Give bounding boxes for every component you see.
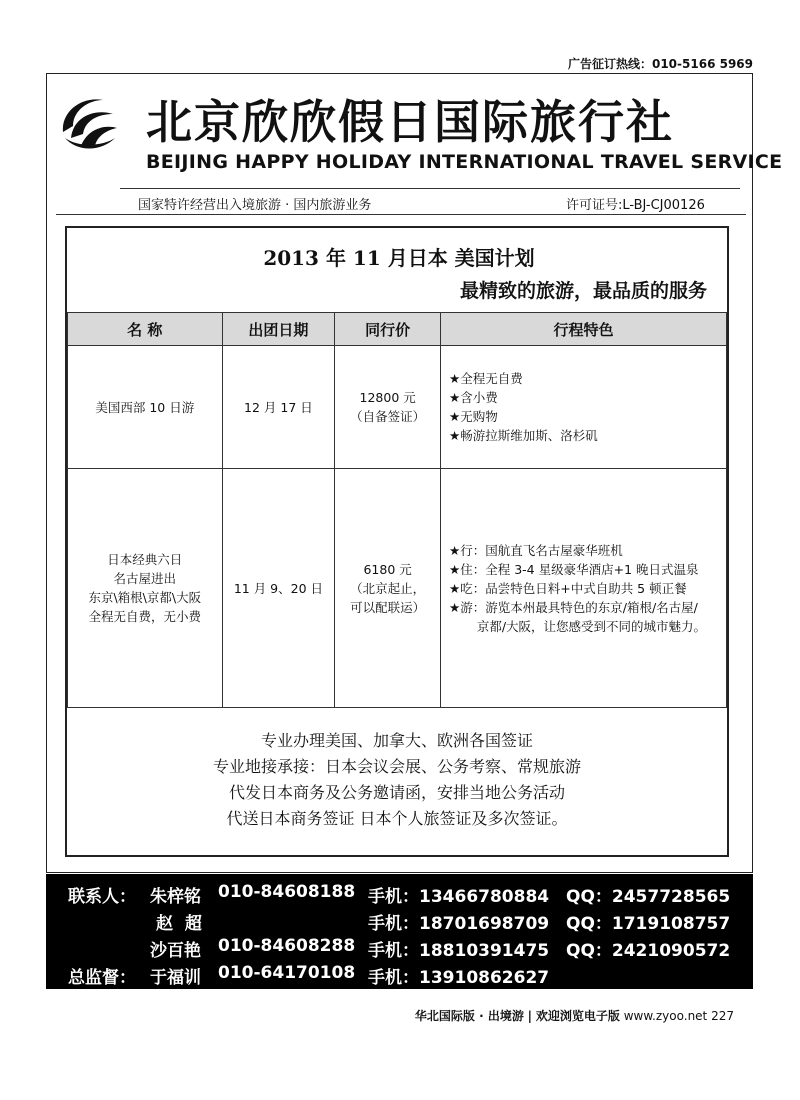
agency-name-cn: 北京欣欣假日国际旅行社 [146,95,674,149]
label-supervisor: 总监督： [68,968,136,988]
col-header-features: 行程特色 [441,313,727,346]
contact-name: 于福训 [150,968,201,988]
divider-bottom [56,214,746,215]
label-contact: 联系人： [68,887,136,907]
contact-mobile: 手机：13466780884 [368,887,550,907]
contact-mobile: 手机：18701698709 [368,914,550,934]
contact-qq: QQ：1719108757 [566,914,731,934]
contact-name: 赵 超 [156,914,202,934]
trip-date: 12 月 17 日 [222,346,335,469]
contact-qq: QQ：2421090572 [566,941,731,961]
footer-site[interactable]: www.zyoo.net [623,1009,708,1023]
trip-price: 6180 元 （北京起止， 可以配联运） [335,469,441,708]
plan-title: 2013 年 11 月日本 美国计划 [263,246,535,270]
plan-slogan: 最精致的旅游，最品质的服务 [459,280,707,302]
page-footer [415,1007,734,1024]
contact-mobile: 手机：13910862627 [368,968,550,988]
trip-name: 美国西部 10 日游 [68,346,223,469]
col-header-date: 出团日期 [222,313,335,346]
footer-welcome: 欢迎浏览电子版 [535,1009,620,1023]
contact-tel: 010-84608188 [218,882,356,902]
col-header-name: 名 称 [68,313,223,346]
table-header-row [68,313,727,346]
contact-panel [46,874,753,989]
swirl-logo-icon [55,88,121,154]
contact-qq: QQ：2457728565 [566,887,731,907]
contact-tel: 010-84608288 [218,936,356,956]
contact-mobile: 手机：18810391475 [368,941,550,961]
plan-box [65,226,729,857]
contact-name: 朱梓铭 [150,887,201,907]
agency-name-en: BEIJING HAPPY HOLIDAY INTERNATIONAL TRAVEL SERVICE [146,151,783,173]
divider-top [120,188,740,189]
extra-services: 专业办理美国、加拿大、欧洲各国签证 专业地接承接：日本会议会展、公务考察、常规旅游 代发日本商务及公务邀请函，安排当地公务活动 代送日本商务签证 日本个人旅签证及多次签证。 [212,731,581,828]
footer-divider: | [527,1009,533,1023]
page-number: 227 [711,1009,734,1023]
footer-section: 华北国际版 · 出境游 [414,1009,524,1023]
table-row [68,469,727,708]
trip-features: ★全程无自费 ★含小费 ★无购物 ★畅游拉斯维加斯、洛杉矶 [441,346,727,469]
contact-name: 沙百艳 [150,941,201,961]
table-row [68,346,727,469]
license-number: 许可证号:L-BJ-CJ00126 [566,198,705,213]
business-scope: 国家特许经营出入境旅游 · 国内旅游业务 [138,198,372,213]
trip-features: ★行：国航直飞名古屋豪华班机 ★住：全程 3-4 星级豪华酒店+1 晚日式温泉 ★吃：品尝特色日料+中式自助共 5 顿正餐 ★游：游览本州最具特色的东京/箱根/名古屋/ 京都/大阪，让您感受到不同的城市魅力。 [441,469,727,708]
col-header-price: 同行价 [335,313,441,346]
trip-table [67,312,727,708]
trip-name: 日本经典六日 名古屋进出 东京\箱根\京都\大阪 全程无自费，无小费 [68,469,223,708]
contact-tel: 010-64170108 [218,963,356,983]
trip-date: 11 月 9、20 日 [222,469,335,708]
trip-price: 12800 元 （自备签证） [335,346,441,469]
ad-hotline: 广告征订热线：010-5166 5969 [567,57,753,71]
